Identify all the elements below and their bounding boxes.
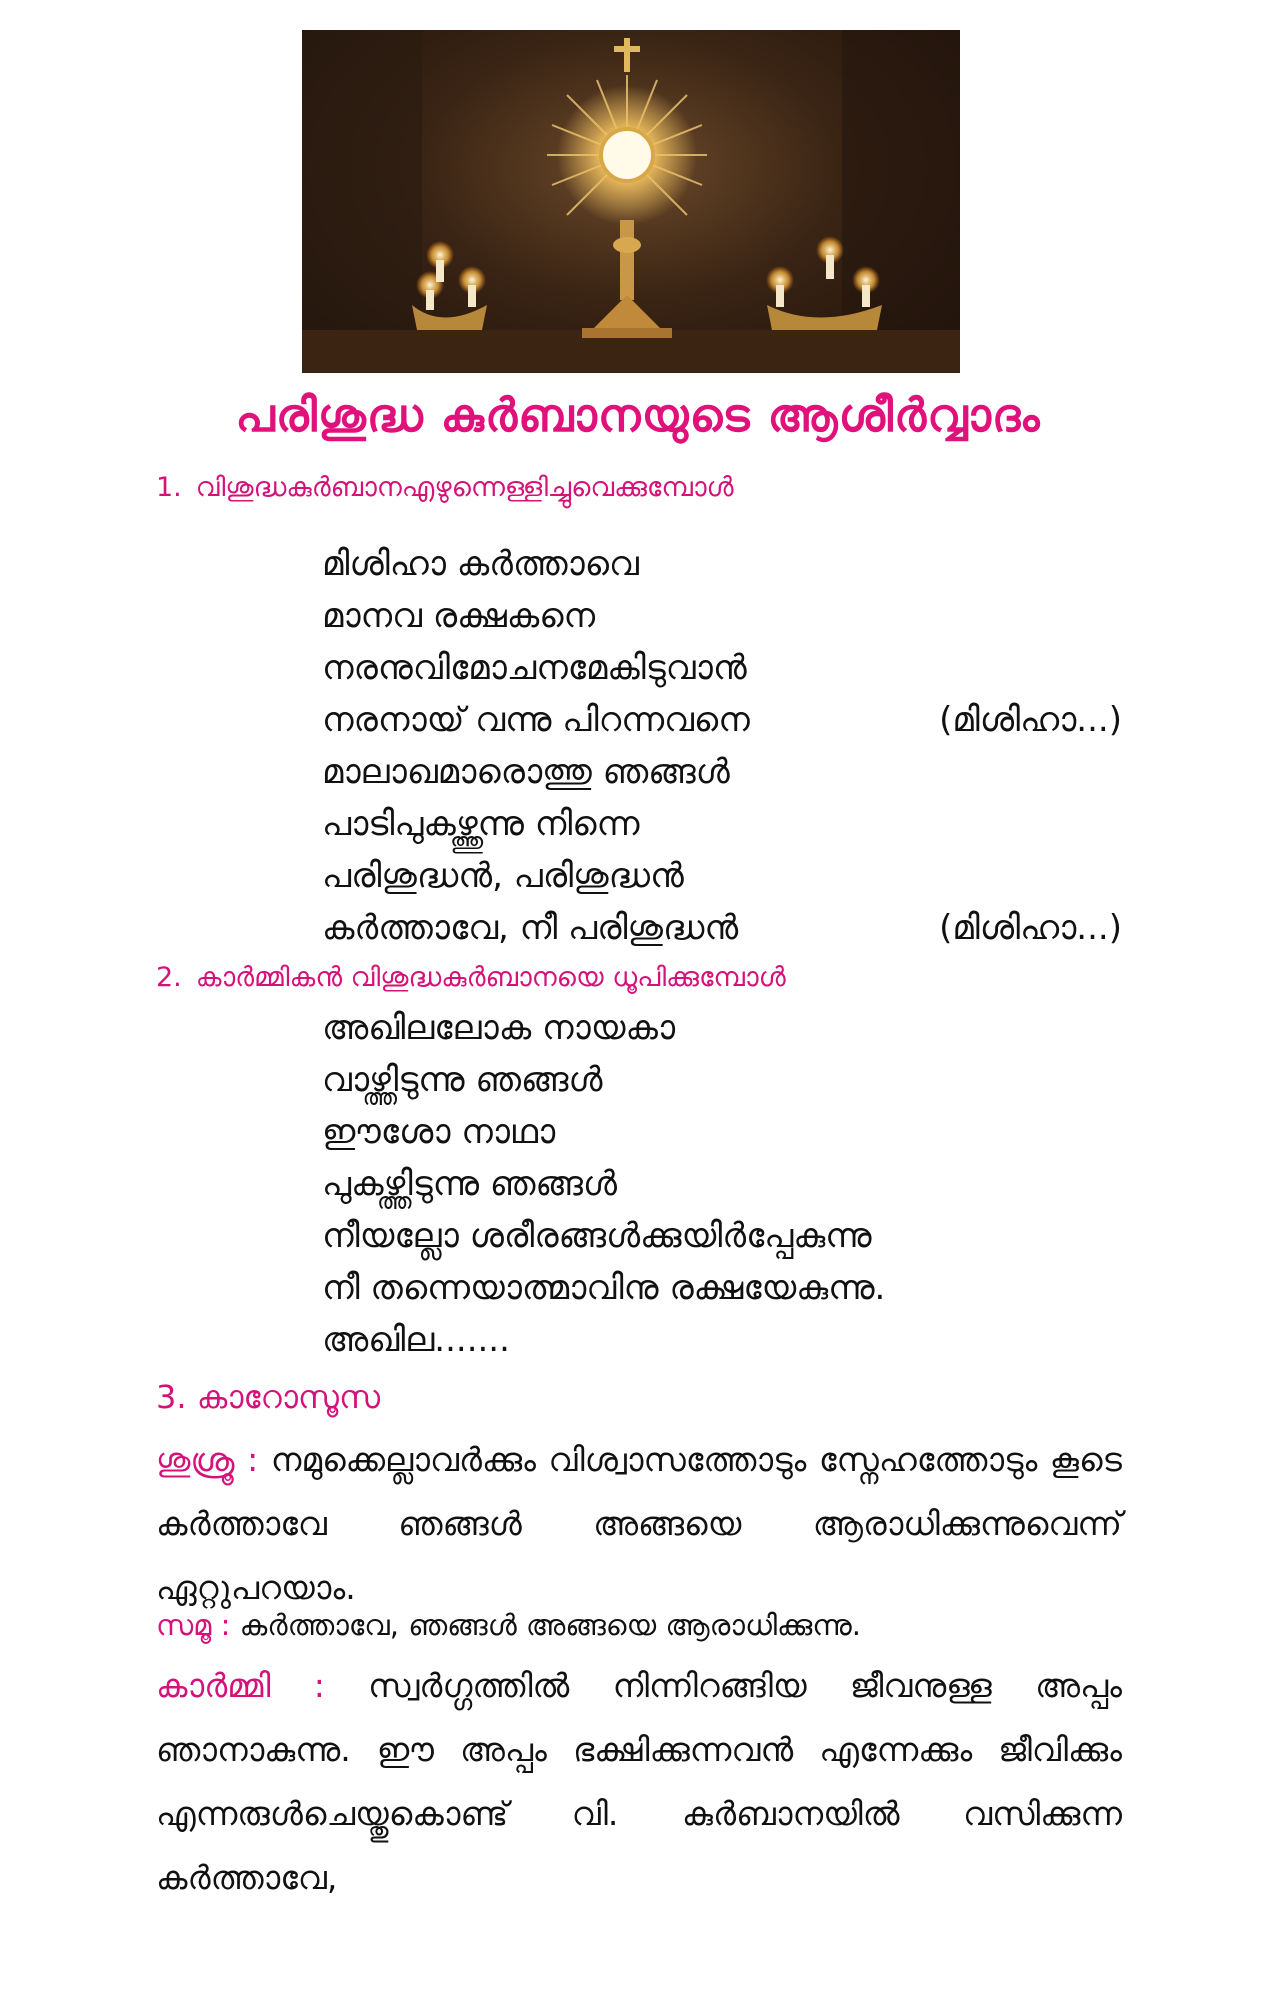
section1-title: വിശുദ്ധകുർബാനഎഴുന്നെള്ളിച്ചുവെക്കുമ്പോൾ xyxy=(195,472,734,503)
section2-number: 2. xyxy=(156,962,182,993)
section2-heading xyxy=(156,962,786,994)
verse-line: വാഴ്ത്തിടുന്നു ഞങ്ങൾ xyxy=(322,1060,603,1100)
paragraph-text: നമുക്കെല്ലാവർക്കും വിശ്വാസത്തോടും സ്നേഹത്തോടും കൂടെ കർത്താവേ ഞങ്ങൾ അങ്ങയെ ആരാധിക്കുന്നുവെന്ന് ഏറ്റുപറയാം. xyxy=(156,1440,1122,1607)
verse-line: കർത്താവേ, നീ പരിശുദ്ധൻ (മിശിഹാ...) xyxy=(322,908,1122,948)
section3-heading: 3. കാറോസൂസ xyxy=(156,1378,380,1416)
verse-line: മാലാഖമാരൊത്തു ഞങ്ങൾ xyxy=(322,752,730,792)
section1-number: 1. xyxy=(156,472,182,503)
verse-line: നരനുവിമോചനമേകിടുവാൻ xyxy=(322,648,747,688)
verse-line: പുകഴ്ത്തിടുന്നു ഞങ്ങൾ xyxy=(322,1164,618,1204)
verse-line: നരനായ് വന്നു പിറന്നവനെ (മിശിഹാ...) xyxy=(322,700,1122,740)
speaker-label-deacon: ശുശ്രൂ : xyxy=(156,1440,259,1479)
speaker-label-celebrant: കാർമ്മി : xyxy=(156,1666,325,1705)
verse-line: മാനവ രക്ഷകനെ xyxy=(322,596,596,636)
section2-title: കാർമ്മികൻ വിശുദ്ധകുർബാനയെ ധൂപിക്കുമ്പോൾ xyxy=(195,962,786,993)
paragraph-text: സ്വർഗ്ഗത്തിൽ നിന്നിറങ്ങിയ ജീവനുള്ള അപ്പം ഞാനാകുന്നു. ഈ അപ്പം ഭക്ഷിക്കുന്നവൻ എന്നേക്കും ജീവിക്കും എന്നരുൾചെയ്തുകൊണ്ട് വി. കുർബാനയിൽ വസിക്കുന്ന കർത്താവേ, xyxy=(156,1666,1122,1897)
verse-line: അഖിലലോക നായകാ xyxy=(322,1008,676,1048)
paragraph-celebrant xyxy=(156,1654,1122,1910)
section1-heading xyxy=(156,472,734,504)
paragraph-congregation xyxy=(156,1605,1122,1645)
verse-line: അഖില....... xyxy=(322,1320,510,1360)
verse-line: മിശിഹാ കർത്താവെ xyxy=(322,544,639,584)
verse-line: നീയല്ലോ ശരീരങ്ങൾക്കുയിർപ്പേകുന്നു xyxy=(322,1216,872,1256)
paragraph-deacon xyxy=(156,1428,1122,1620)
verse-line: ഈശോ നാഥാ xyxy=(322,1112,556,1152)
verse-line: പാടിപുകഴ്ത്തുന്നു നിന്നെ xyxy=(322,804,640,844)
verse-line: പരിശുദ്ധൻ, പരിശുദ്ധൻ xyxy=(322,856,684,896)
monstrance-image xyxy=(302,30,960,373)
section1-verse xyxy=(322,538,1122,954)
page-title: പരിശുദ്ധ കുർബാനയുടെ ആശീർവ്വാദം xyxy=(235,388,1041,442)
speaker-label-congregation: സമൂ : xyxy=(156,1608,231,1642)
paragraph-text: കർത്താവേ, ഞങ്ങൾ അങ്ങയെ ആരാധിക്കുന്നു. xyxy=(239,1608,862,1642)
section2-verse xyxy=(322,1002,1142,1366)
verse-line: നീ തന്നെയാത്മാവിനു രക്ഷയേകുന്നു. xyxy=(322,1268,886,1308)
